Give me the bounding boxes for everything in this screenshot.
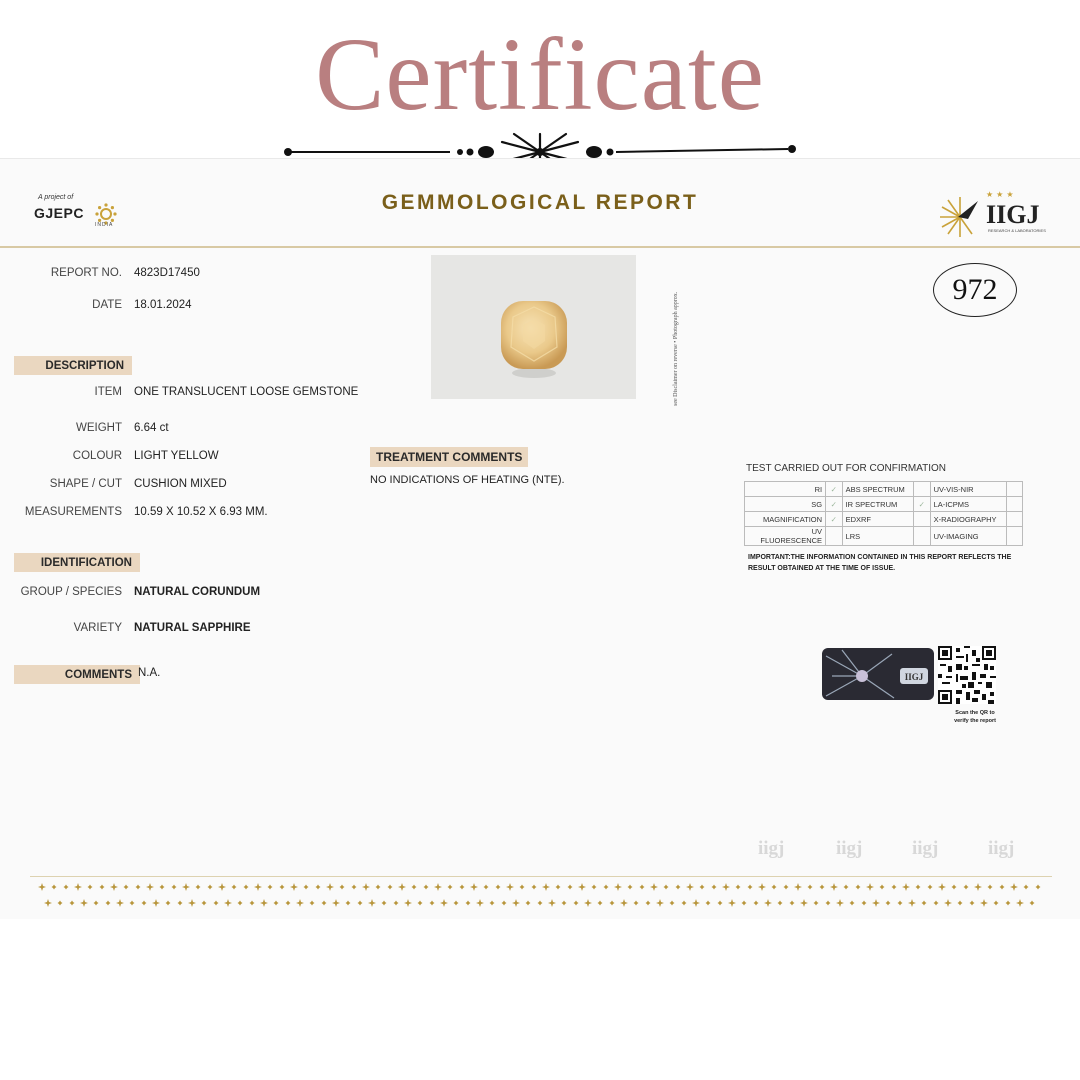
sparkle-dot	[470, 883, 478, 891]
sparkle-dot	[418, 901, 423, 906]
sparkle-dot	[254, 883, 262, 891]
sparkle-dot	[362, 883, 370, 891]
sparkle-dot	[830, 883, 838, 891]
sparkle-dot	[106, 901, 111, 906]
sparkle-dot	[866, 883, 874, 891]
test-name: UV FLUORESCENCE	[745, 527, 826, 546]
sparkle-dot	[316, 885, 321, 890]
sparkle-dot	[196, 885, 201, 890]
sparkle-dot	[1010, 883, 1018, 891]
sparkle-dot	[310, 901, 315, 906]
sparkle-dot	[980, 899, 988, 907]
sparkle-dot	[706, 901, 711, 906]
check-icon: ✓	[914, 497, 931, 512]
sparkle-dot	[352, 885, 357, 890]
sparkle-dot	[538, 901, 543, 906]
sparkle-dot	[808, 885, 813, 890]
sparkle-dot	[172, 885, 177, 890]
sparkle-dot	[988, 885, 993, 890]
sparkle-dot	[130, 901, 135, 906]
sparkle-dot	[548, 899, 556, 907]
sparkle-dot	[880, 885, 885, 890]
check-icon	[1007, 527, 1023, 546]
sparkle-dot	[1006, 901, 1011, 906]
sparkle-dot	[794, 883, 802, 891]
sparkle-dot	[574, 901, 579, 906]
sparkle-dot	[440, 899, 448, 907]
sparkle-dot	[970, 901, 975, 906]
shape-label: SHAPE / CUT	[49, 478, 122, 490]
qr-code-icon[interactable]	[938, 646, 996, 704]
sparkle-dot	[116, 899, 124, 907]
sparkle-dot	[424, 885, 429, 890]
sparkle-dot	[928, 885, 933, 890]
sparkle-dot	[100, 885, 105, 890]
check-icon	[914, 512, 931, 527]
sparkle-dot	[646, 901, 651, 906]
sparkle-dot	[260, 899, 268, 907]
variety-label: VARIETY	[73, 622, 122, 634]
sparkle-dot	[188, 899, 196, 907]
sparkle-dot	[286, 901, 291, 906]
sparkle-dot	[938, 883, 946, 891]
item-label: ITEM	[94, 386, 122, 398]
sparkle-dot	[268, 885, 273, 890]
colour-label: COLOUR	[72, 450, 122, 462]
iigj-sunburst-icon	[938, 195, 982, 239]
sparkle-dot	[650, 883, 658, 891]
sparkle-dot	[700, 885, 705, 890]
sparkle-dot	[898, 901, 903, 906]
sparkle-dot	[490, 901, 495, 906]
sparkle-dot	[944, 899, 952, 907]
sparkle-dot	[598, 901, 603, 906]
sparkle-dot	[208, 885, 213, 890]
sparkle-dot	[784, 885, 789, 890]
sparkle-dot	[692, 899, 700, 907]
gemstone-icon	[431, 255, 636, 399]
sparkle-dot	[142, 901, 147, 906]
sparkle-dot	[958, 901, 963, 906]
sparkle-dot	[814, 901, 819, 906]
sparkle-dot	[502, 901, 507, 906]
sparkle-dot	[836, 899, 844, 907]
important-text: THE INFORMATION CONTAINED IN THIS REPORT REFLECTS THE RESULT OBTAINED AT THE TIME OF ISSUE.	[748, 554, 1012, 572]
sparkle-dot	[296, 899, 304, 907]
gjepc-sub: INDIA	[95, 222, 114, 228]
sparkle-dot	[404, 899, 412, 907]
sparkle-dot	[290, 883, 298, 891]
watermark-logo: iigj	[836, 838, 863, 859]
check-icon	[914, 482, 931, 497]
colour-value: LIGHT YELLOW	[134, 450, 219, 462]
check-icon: ✓	[826, 497, 843, 512]
sparkle-dot	[994, 901, 999, 906]
sparkle-dot	[182, 883, 190, 891]
sparkle-dot	[412, 885, 417, 890]
sparkle-dot	[584, 899, 592, 907]
check-icon: ✓	[826, 512, 843, 527]
watermark-logo: iigj	[988, 838, 1015, 859]
section-identification: IDENTIFICATION	[14, 553, 140, 572]
sparkle-border-icon	[36, 880, 1046, 894]
sparkle-dot	[332, 899, 340, 907]
header-divider	[0, 246, 1080, 248]
tests-row	[745, 482, 1023, 497]
sparkle-dot	[376, 885, 381, 890]
sparkle-dot	[70, 901, 75, 906]
sparkle-dot	[826, 901, 831, 906]
sparkle-dot	[568, 885, 573, 890]
sparkle-dot	[686, 883, 694, 891]
sparkle-dot	[224, 899, 232, 907]
sparkle-dot	[790, 901, 795, 906]
sparkle-dot	[844, 885, 849, 890]
sparkle-dot	[682, 901, 687, 906]
date-value: 18.01.2024	[134, 299, 192, 311]
sparkle-dot	[326, 883, 334, 891]
sparkle-dot	[304, 885, 309, 890]
hologram-label: IIGJ	[904, 672, 924, 682]
sparkle-dot	[742, 901, 747, 906]
report-no-label: REPORT NO.	[50, 267, 122, 279]
sparkle-dot	[146, 883, 154, 891]
sparkle-dot	[614, 883, 622, 891]
sparkle-dot	[232, 885, 237, 890]
sparkle-dot	[484, 885, 489, 890]
sparkle-dot	[476, 899, 484, 907]
test-name: IR SPECTRUM	[842, 497, 914, 512]
measurements-label: MEASUREMENTS	[24, 506, 122, 518]
sparkle-dot	[1016, 899, 1024, 907]
sparkle-dot	[872, 899, 880, 907]
sparkle-dot	[64, 885, 69, 890]
sparkle-dot	[532, 885, 537, 890]
qr-caption: Scan the QR to verify the report	[954, 710, 996, 724]
test-name: UV-VIS-NIR	[930, 482, 1007, 497]
sparkle-dot	[202, 901, 207, 906]
sparkle-dot	[44, 899, 52, 907]
sparkle-dot	[862, 901, 867, 906]
sparkle-dot	[460, 885, 465, 890]
date-label: DATE	[92, 299, 122, 311]
shape-value: CUSHION MIXED	[134, 478, 227, 490]
sparkle-dot	[160, 885, 165, 890]
sparkle-dot	[38, 883, 46, 891]
sparkle-dot	[136, 885, 141, 890]
sparkle-dot	[1030, 901, 1035, 906]
sparkle-dot	[238, 901, 243, 906]
sparkle-dot	[718, 901, 723, 906]
sparkle-dot	[434, 883, 442, 891]
sparkle-dot	[670, 901, 675, 906]
sparkle-dot	[520, 885, 525, 890]
sparkle-dot	[610, 901, 615, 906]
sparkle-dot	[388, 885, 393, 890]
test-name: UV-IMAGING	[930, 527, 1007, 546]
sparkle-dot	[358, 901, 363, 906]
sparkle-dot	[712, 885, 717, 890]
section-description: DESCRIPTION	[14, 356, 132, 375]
serial-number: 972	[933, 263, 1017, 317]
gjepc-caption: A project of	[38, 194, 74, 201]
sparkle-dot	[280, 885, 285, 890]
sparkle-dot	[764, 899, 772, 907]
sparkle-dot	[916, 885, 921, 890]
tests-row	[745, 527, 1023, 546]
certificate-title: Certificate	[315, 17, 765, 132]
comments-value: N.A.	[138, 667, 161, 679]
section-comments: COMMENTS	[14, 665, 140, 684]
iigj-sub: RESEARCH & LABORATORIES	[988, 228, 1046, 233]
watermark-logo: iigj	[912, 838, 939, 859]
check-icon	[1007, 512, 1023, 527]
sparkle-dot	[218, 883, 226, 891]
sparkle-dot	[214, 901, 219, 906]
sparkle-dot	[506, 883, 514, 891]
sparkle-dot	[922, 901, 927, 906]
watermark-logo: iigj	[758, 838, 785, 859]
sparkle-dot	[772, 885, 777, 890]
check-icon: ✓	[826, 482, 843, 497]
sparkle-dot	[902, 883, 910, 891]
gemstone-photo	[431, 255, 636, 399]
sparkle-dot	[640, 885, 645, 890]
test-name: ABS SPECTRUM	[842, 482, 914, 497]
sparkle-dot	[664, 885, 669, 890]
sparkle-dot	[152, 899, 160, 907]
check-icon	[914, 527, 931, 546]
sparkle-dot	[1036, 885, 1041, 890]
footer-rule	[30, 876, 1052, 877]
sparkle-dot	[758, 883, 766, 891]
sparkle-dot	[166, 901, 171, 906]
sparkle-dot	[80, 899, 88, 907]
test-name: EDXRF	[842, 512, 914, 527]
sparkle-dot	[974, 883, 982, 891]
sparkle-dot	[110, 883, 118, 891]
sparkle-dot	[736, 885, 741, 890]
sparkle-dot	[368, 899, 376, 907]
report-title: GEMMOLOGICAL REPORT	[381, 191, 699, 214]
sparkle-dot	[322, 901, 327, 906]
sparkle-dot	[382, 901, 387, 906]
sparkle-dot	[562, 901, 567, 906]
sparkle-dot	[800, 899, 808, 907]
sparkle-dot	[526, 901, 531, 906]
sparkle-dot	[74, 883, 82, 891]
sparkle-dot	[850, 901, 855, 906]
sparkle-dot	[394, 901, 399, 906]
sparkle-dot	[656, 899, 664, 907]
sparkle-dot	[496, 885, 501, 890]
sparkle-dot	[934, 901, 939, 906]
sparkle-dot	[250, 901, 255, 906]
sparkle-dot	[892, 885, 897, 890]
sparkle-dot	[448, 885, 453, 890]
sparkle-dot	[754, 901, 759, 906]
sparkle-dot	[676, 885, 681, 890]
tests-title: TEST CARRIED OUT FOR CONFIRMATION	[746, 463, 947, 474]
sparkle-dot	[578, 883, 586, 891]
hologram-seal-icon	[822, 646, 934, 702]
test-name: SG	[745, 497, 826, 512]
weight-label: WEIGHT	[76, 422, 122, 434]
sparkle-border-icon	[36, 896, 1046, 910]
sparkle-dot	[886, 901, 891, 906]
sparkle-dot	[628, 885, 633, 890]
sparkle-dot	[620, 899, 628, 907]
measurements-value: 10.59 X 10.52 X 6.93 MM.	[134, 506, 268, 518]
sparkle-dot	[728, 899, 736, 907]
report-no-value: 4823D17450	[134, 267, 200, 279]
sparkle-dot	[820, 885, 825, 890]
gjepc-logo: GJEPC	[34, 205, 84, 221]
photo-disclaimer	[670, 258, 680, 408]
sparkle-dot	[604, 885, 609, 890]
sparkle-dot	[466, 901, 471, 906]
test-name: RI	[745, 482, 826, 497]
sparkle-dot	[964, 885, 969, 890]
sparkle-dot	[908, 899, 916, 907]
important-note	[748, 553, 1018, 574]
sparkle-dot	[346, 901, 351, 906]
group-value: NATURAL CORUNDUM	[134, 586, 261, 598]
sparkle-dot	[340, 885, 345, 890]
tests-row	[745, 497, 1023, 512]
sparkle-dot	[512, 899, 520, 907]
sparkle-dot	[542, 883, 550, 891]
sparkle-dot	[778, 901, 783, 906]
sparkle-dot	[592, 885, 597, 890]
sparkle-dot	[94, 901, 99, 906]
photo-disclaimer-text: see Disclaimer on reverse • Photograph approx.	[673, 291, 679, 406]
sparkle-dot	[178, 901, 183, 906]
sparkle-dot	[556, 885, 561, 890]
sparkle-dot	[430, 901, 435, 906]
sparkle-dot	[634, 901, 639, 906]
group-label: GROUP / SPECIES	[20, 586, 122, 598]
check-icon	[1007, 482, 1023, 497]
sparkle-dot	[58, 901, 63, 906]
sparkle-dot	[88, 885, 93, 890]
test-name: MAGNIFICATION	[745, 512, 826, 527]
sparkle-dot	[124, 885, 129, 890]
test-name: X-RADIOGRAPHY	[930, 512, 1007, 527]
sparkle-dot	[274, 901, 279, 906]
test-name: LA-ICPMS	[930, 497, 1007, 512]
check-icon	[1007, 497, 1023, 512]
treatment-value: NO INDICATIONS OF HEATING (NTE).	[370, 474, 565, 486]
sparkle-dot	[748, 885, 753, 890]
sparkle-dot	[1000, 885, 1005, 890]
important-label: IMPORTANT:	[748, 554, 791, 561]
test-name: LRS	[842, 527, 914, 546]
item-value: ONE TRANSLUCENT LOOSE GEMSTONE	[134, 386, 359, 398]
iigj-logo: IIGJ	[986, 200, 1040, 229]
tests-row	[745, 512, 1023, 527]
sparkle-dot	[244, 885, 249, 890]
sparkle-dot	[454, 901, 459, 906]
variety-value: NATURAL SAPPHIRE	[134, 622, 251, 634]
sparkle-dot	[952, 885, 957, 890]
sparkle-dot	[1024, 885, 1029, 890]
sparkle-dot	[722, 883, 730, 891]
tests-table	[744, 481, 1023, 546]
sparkle-dot	[398, 883, 406, 891]
iigj-stars: ★★★	[986, 190, 1017, 199]
weight-value: 6.64 ct	[134, 422, 169, 434]
treatment-title: TREATMENT COMMENTS	[370, 447, 528, 467]
sparkle-dot	[52, 885, 57, 890]
check-icon	[826, 527, 843, 546]
sparkle-dot	[856, 885, 861, 890]
